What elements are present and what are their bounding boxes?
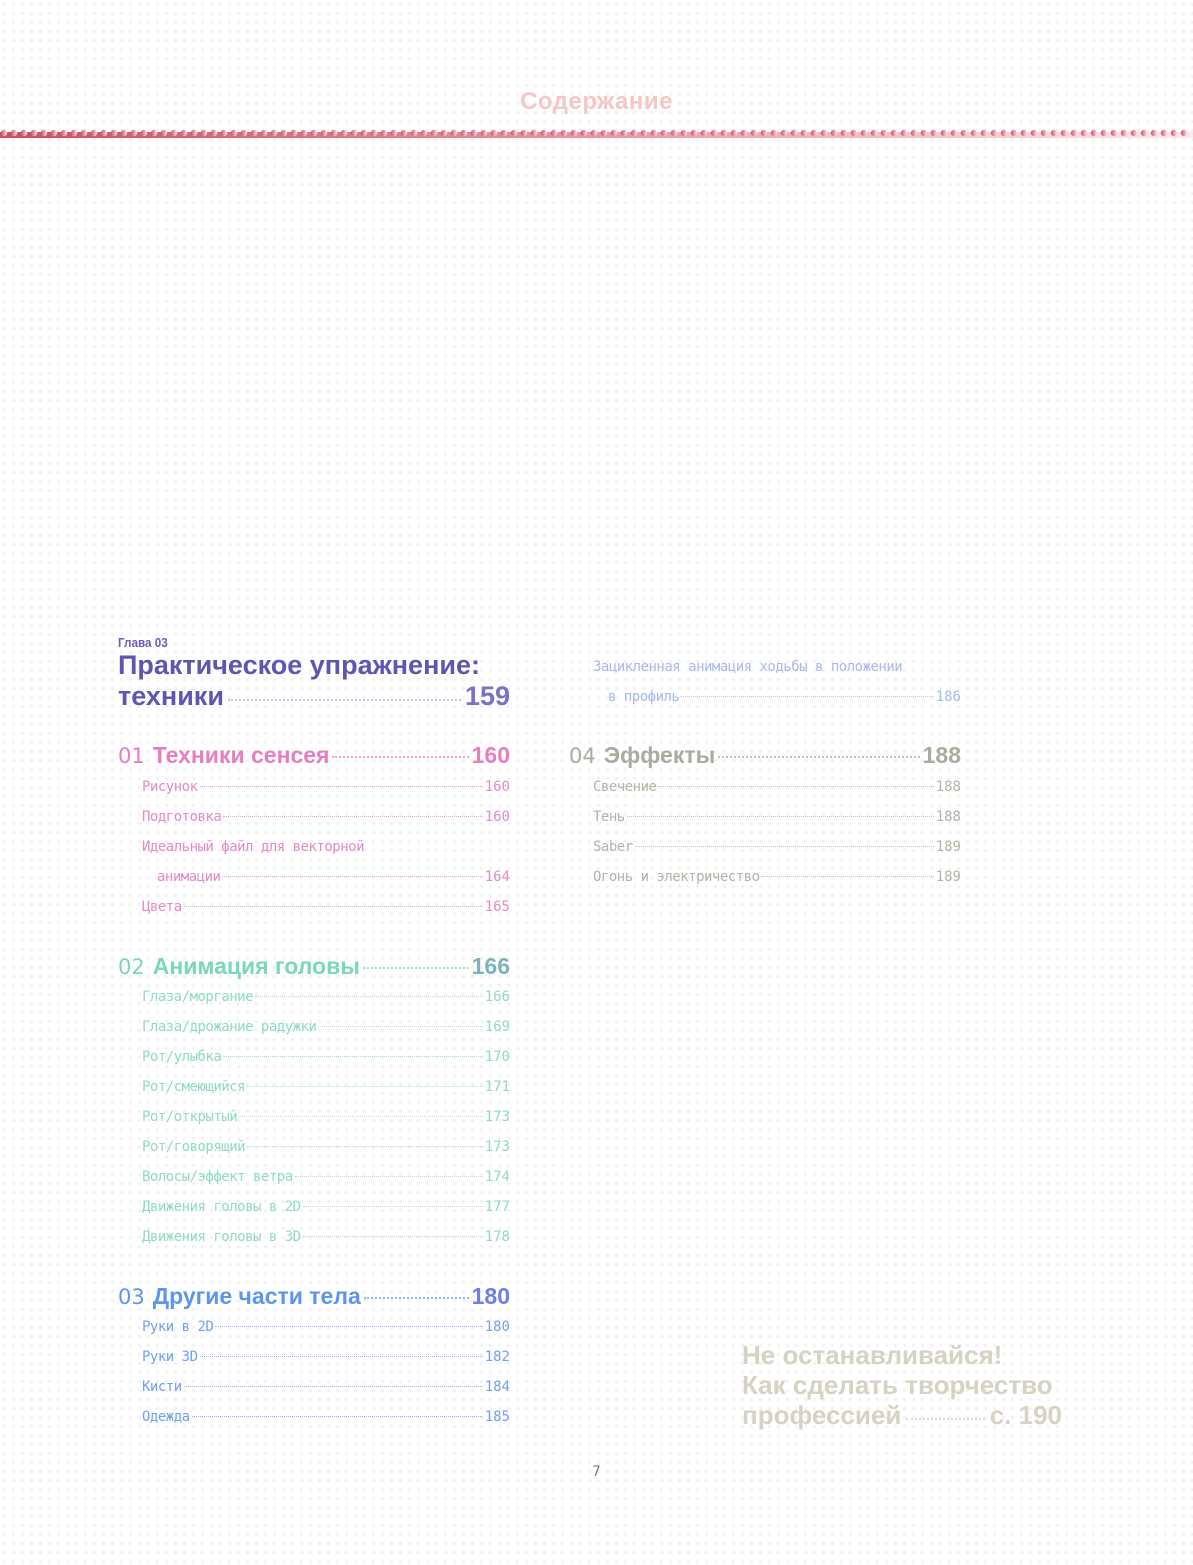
entry-title: Подготовка xyxy=(142,809,222,825)
entry-title: Рот/смеющийся xyxy=(142,1079,246,1095)
dot-leader xyxy=(184,906,483,907)
dot-leader xyxy=(215,1326,482,1327)
entry-title: Глаза/моргание xyxy=(142,989,254,1005)
dot-leader xyxy=(228,699,461,701)
promo-line2: Как сделать творчество xyxy=(742,1370,1053,1400)
dot-leader xyxy=(200,786,483,787)
section-number: 03 xyxy=(118,1285,145,1309)
section-number: 04 xyxy=(569,744,596,768)
entry-page: 170 xyxy=(484,1049,510,1065)
entry-page: 174 xyxy=(484,1169,510,1185)
entry-page: 184 xyxy=(484,1379,510,1395)
section-number: 01 xyxy=(118,744,145,768)
section-title: Техники сенсея xyxy=(152,742,330,768)
toc-entry[interactable] xyxy=(157,866,510,888)
dot-leader xyxy=(681,696,933,697)
entry-title: Глаза/дрожание радужки xyxy=(142,1019,317,1035)
toc-entry[interactable] xyxy=(142,1226,510,1248)
toc-entry[interactable] xyxy=(593,776,961,798)
toc-entry[interactable] xyxy=(142,806,510,828)
dot-leader xyxy=(627,816,934,817)
entry-page: 160 xyxy=(484,779,510,795)
promo-page: с. 190 xyxy=(989,1400,1062,1430)
entry-title: Рот/улыбка xyxy=(142,1049,222,1065)
toc-entry[interactable] xyxy=(142,1196,510,1218)
entry-page: 188 xyxy=(935,809,961,825)
entry-page: 189 xyxy=(935,869,961,885)
dot-leader xyxy=(255,996,483,997)
dot-leader xyxy=(192,1416,483,1417)
section-03-heading[interactable] xyxy=(118,1283,510,1313)
toc-entry[interactable] xyxy=(142,1316,510,1338)
entry-title: Рот/открытый xyxy=(142,1109,238,1125)
entry-page: 182 xyxy=(484,1349,510,1365)
dot-leader xyxy=(303,1236,483,1237)
entry-page: 188 xyxy=(935,779,961,795)
toc-entry[interactable] xyxy=(593,866,961,888)
entry-title: Рисунок xyxy=(142,779,198,795)
page-title: Содержание xyxy=(520,88,673,115)
section-title: Другие части тела xyxy=(152,1283,361,1309)
toc-entry[interactable] xyxy=(142,1346,510,1368)
entry-title-line1[interactable]: Зацикленная анимация ходьбы в положении xyxy=(593,659,903,675)
promo-line3: профессией xyxy=(742,1400,902,1430)
toc-entry[interactable] xyxy=(142,1106,510,1128)
toc-entry[interactable] xyxy=(142,1136,510,1158)
entry-page: 166 xyxy=(484,989,510,1005)
entry-page: 165 xyxy=(484,899,510,915)
chapter-title xyxy=(118,650,510,712)
entry-page: 169 xyxy=(484,1019,510,1035)
toc-entry[interactable] xyxy=(142,1406,510,1428)
toc-entry[interactable] xyxy=(142,1016,510,1038)
entry-title: Движения головы в 3D xyxy=(142,1229,301,1245)
section-page: 180 xyxy=(471,1283,510,1309)
dot-leader xyxy=(247,1146,483,1147)
toc-entry[interactable] xyxy=(142,1076,510,1098)
entry-title: Цвета xyxy=(142,899,182,915)
section-page: 188 xyxy=(922,742,961,768)
toc-entry[interactable] xyxy=(142,1046,510,1068)
entry-title: Рот/говорящий xyxy=(142,1139,246,1155)
entry-page: 177 xyxy=(484,1199,510,1215)
entry-title: Огонь и электричество xyxy=(593,869,760,885)
entry-page: 173 xyxy=(484,1109,510,1125)
entry-title: Движения головы в 2D xyxy=(142,1199,301,1215)
page-number: 7 xyxy=(592,1464,601,1480)
entry-page: 171 xyxy=(484,1079,510,1095)
entry-page: 189 xyxy=(935,839,961,855)
entry-title: Кисти xyxy=(142,1379,182,1395)
entry-title: Saber xyxy=(593,839,633,855)
dot-leader xyxy=(658,786,933,787)
promo-line1: Не останавливайся! xyxy=(742,1340,1003,1370)
entry-page: 180 xyxy=(484,1319,510,1335)
dot-leader xyxy=(239,1116,483,1117)
toc-entry[interactable] xyxy=(593,836,961,858)
entry-title: анимации xyxy=(157,869,221,885)
section-02-heading[interactable] xyxy=(118,953,510,983)
toc-entry[interactable] xyxy=(142,896,510,918)
chapter-title-line1: Практическое упражнение: xyxy=(118,650,480,680)
toc-entry[interactable] xyxy=(142,1376,510,1398)
entry-title: Руки 3D xyxy=(142,1349,198,1365)
section-04-heading[interactable] xyxy=(569,742,961,772)
dot-leader xyxy=(718,756,919,758)
section-page: 160 xyxy=(471,742,510,768)
dot-leader xyxy=(184,1386,483,1387)
dot-leader xyxy=(906,1418,984,1420)
entry-title: Волосы/эффект ветра xyxy=(142,1169,293,1185)
section-number: 02 xyxy=(118,955,145,979)
entry-title: в профиль xyxy=(608,689,680,705)
toc-entry[interactable] xyxy=(608,686,961,708)
dot-leader xyxy=(364,1297,469,1299)
toc-entry[interactable] xyxy=(142,986,510,1008)
dot-leader xyxy=(223,1056,482,1057)
dot-leader xyxy=(295,1176,483,1177)
entry-page: 185 xyxy=(484,1409,510,1425)
entry-title-line1[interactable]: Идеальный файл для векторной xyxy=(142,839,365,855)
dot-leader xyxy=(635,846,934,847)
section-title: Эффекты xyxy=(603,742,716,768)
entry-page: 186 xyxy=(935,689,961,705)
chapter-page: 159 xyxy=(464,681,510,711)
entry-title: Свечение xyxy=(593,779,657,795)
section-01-heading[interactable] xyxy=(118,742,510,772)
dot-leader xyxy=(762,876,934,877)
decorative-ribbon xyxy=(0,128,1193,140)
dot-leader xyxy=(363,967,469,969)
entry-page: 160 xyxy=(484,809,510,825)
promo-block[interactable] xyxy=(742,1340,1062,1430)
toc-entry[interactable] xyxy=(142,776,510,798)
entry-page: 173 xyxy=(484,1139,510,1155)
entry-page: 164 xyxy=(484,869,510,885)
dot-leader xyxy=(303,1206,483,1207)
toc-entry[interactable] xyxy=(142,1166,510,1188)
section-title: Анимация головы xyxy=(152,953,360,979)
entry-title: Одежда xyxy=(142,1409,190,1425)
entry-page: 178 xyxy=(484,1229,510,1245)
entry-title: Тень xyxy=(593,809,625,825)
entry-title: Руки в 2D xyxy=(142,1319,214,1335)
section-page: 166 xyxy=(471,953,510,979)
dot-leader xyxy=(200,1356,483,1357)
dot-leader xyxy=(223,816,482,817)
dot-leader xyxy=(247,1086,483,1087)
chapter-title-line2: техники xyxy=(118,681,224,711)
chapter-label: Глава 03 xyxy=(118,635,168,650)
dot-leader xyxy=(332,756,468,758)
dot-leader xyxy=(318,1026,482,1027)
toc-entry[interactable] xyxy=(593,806,961,828)
dot-leader xyxy=(222,876,482,877)
